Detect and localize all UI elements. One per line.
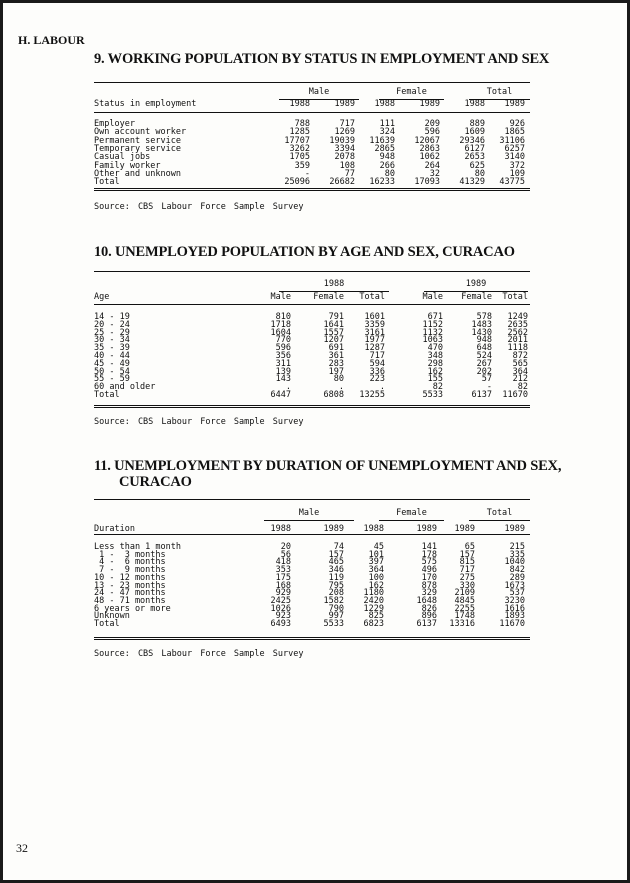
table-cell: 43775 [499, 177, 525, 188]
row-label: 1 - 3 months [94, 549, 166, 560]
header-rule [94, 534, 530, 535]
table-cell: 346 [328, 565, 344, 576]
table-cell: 1718 [270, 319, 291, 330]
table-cell: 266 [379, 160, 395, 171]
table-cell: 11670 [502, 390, 528, 400]
table-cell: 31106 [499, 135, 525, 146]
table-cell: 80 [474, 168, 485, 179]
table-cell: . [379, 382, 385, 393]
table-cell: 2863 [419, 143, 440, 154]
column-header: 1989 [334, 99, 355, 109]
table-cell: 80 [333, 374, 344, 385]
table-9-source: Source: CBS Labour Force Sample Survey [94, 202, 304, 212]
row-label: 55 - 59 [94, 374, 130, 385]
table-cell: 790 [328, 603, 344, 614]
table-cell: 267 [476, 358, 492, 369]
column-group-header: Total [469, 87, 530, 100]
table-cell: 2425 [270, 595, 291, 606]
table-cell: 1557 [323, 327, 344, 338]
table-cell: 143 [275, 374, 291, 385]
table-cell: 41329 [459, 177, 485, 188]
table-cell: 16233 [369, 177, 395, 188]
table-cell: 825 [368, 611, 384, 622]
table-cell: 648 [476, 343, 492, 354]
table-cell: 162 [368, 580, 384, 591]
row-label: 10 - 12 months [94, 572, 166, 583]
table-cell: 2420 [363, 595, 384, 606]
table-cell: 298 [427, 358, 443, 369]
table-cell: 223 [369, 374, 385, 385]
table-cell: 948 [379, 152, 395, 163]
table-cell: 842 [509, 565, 525, 576]
table-cell: 948 [476, 335, 492, 346]
table-cell: 348 [427, 351, 443, 361]
table-cell: 596 [424, 127, 440, 138]
row-label: Unknown [94, 611, 130, 622]
table-cell: 6137 [471, 390, 492, 400]
table-cell: 82 [517, 382, 528, 393]
table-cell: 997 [328, 611, 344, 622]
table-cell: 788 [294, 119, 310, 129]
table-cell: 101 [368, 549, 384, 560]
column-group-header: 1988 [279, 279, 389, 292]
table-cell: 6823 [363, 619, 384, 629]
table-cell: 625 [469, 160, 485, 171]
row-label: Family worker [94, 160, 161, 171]
row-label: 45 - 49 [94, 358, 130, 369]
row-label: Casual jobs [94, 152, 151, 163]
table-cell: 524 [476, 351, 492, 361]
table-top-rule [94, 499, 530, 500]
table-cell: 329 [421, 588, 437, 599]
table-cell: 19039 [329, 135, 355, 146]
table-cell: 3359 [364, 319, 385, 330]
row-label: Total [94, 177, 120, 188]
table-cell: 671 [427, 312, 443, 322]
table-cell: 139 [275, 366, 291, 377]
row-label: Total [94, 390, 120, 400]
row-label: 6 years or more [94, 603, 171, 614]
table-cell: 6808 [323, 390, 344, 400]
row-label: Employer [94, 119, 135, 129]
table-cell: 2562 [507, 327, 528, 338]
page-number: 32 [16, 841, 28, 855]
column-header: 1989 [323, 524, 344, 534]
table-cell: . [285, 382, 291, 393]
table-cell: 1604 [270, 327, 291, 338]
column-group-header: Total [469, 508, 530, 521]
table-cell: 537 [509, 588, 525, 599]
table-cell: 565 [512, 358, 528, 369]
table-cell: 926 [509, 119, 525, 129]
row-label: 35 - 39 [94, 343, 130, 354]
table-cell: 80 [384, 168, 395, 179]
table-cell: 353 [275, 565, 291, 576]
table-cell: 1040 [504, 557, 525, 568]
row-label: 40 - 44 [94, 351, 130, 361]
table-cell: 29346 [459, 135, 485, 146]
table-cell: 157 [328, 549, 344, 560]
table-10-title: 10. UNEMPLOYED POPULATION BY AGE AND SEX, CURACAO [94, 244, 515, 260]
row-header: Status in employment [94, 99, 197, 109]
table-11-title: 11. UNEMPLOYMENT BY DURATION OF UNEMPLOYMENT AND SEX, [94, 458, 562, 474]
table-cell: 1648 [416, 595, 437, 606]
table-cell: 155 [427, 374, 443, 385]
column-header: Total [502, 292, 528, 302]
table-cell: 496 [421, 565, 437, 576]
table-cell: 1285 [289, 127, 310, 138]
table-cell: 56 [280, 549, 291, 560]
table-cell: 397 [368, 557, 384, 568]
table-cell: 578 [476, 312, 492, 322]
table-cell: 3394 [334, 143, 355, 154]
row-label: Total [94, 619, 120, 629]
column-header: 1989 [419, 99, 440, 109]
table-cell: 82 [432, 382, 443, 393]
table-cell: 119 [328, 572, 344, 583]
table-bottom-rule [94, 188, 530, 191]
table-cell: 1616 [504, 603, 525, 614]
table-cell: 336 [369, 366, 385, 377]
header-rule [94, 304, 530, 305]
table-cell: 1865 [504, 127, 525, 138]
column-header: 1988 [374, 99, 395, 109]
table-11-title-line2: CURACAO [119, 474, 192, 490]
column-header: 1988 [270, 524, 291, 534]
table-10-source: Source: CBS Labour Force Sample Survey [94, 417, 304, 427]
table-cell: 878 [421, 580, 437, 591]
table-cell: 1582 [323, 595, 344, 606]
table-cell: 6493 [270, 619, 291, 629]
table-cell: 1705 [289, 152, 310, 163]
table-cell: 330 [459, 580, 475, 591]
table-cell: - [304, 168, 310, 179]
table-cell: 32 [429, 168, 440, 179]
table-cell: 57 [481, 374, 492, 385]
table-cell: 6447 [270, 390, 291, 400]
table-cell: 20 [280, 542, 291, 552]
table-cell: 465 [328, 557, 344, 568]
table-cell: 170 [421, 572, 437, 583]
table-cell: 1673 [504, 580, 525, 591]
table-cell: 1229 [363, 603, 384, 614]
table-top-rule [94, 82, 530, 83]
table-cell: 815 [459, 557, 475, 568]
table-cell: 45 [373, 542, 384, 552]
table-cell: 109 [509, 168, 525, 179]
row-header: Duration [94, 524, 135, 534]
table-cell: 1893 [504, 611, 525, 622]
table-cell: 1026 [270, 603, 291, 614]
table-cell: 324 [379, 127, 395, 138]
row-header: Age [94, 292, 110, 302]
table-cell: 1601 [364, 312, 385, 322]
table-cell: 4845 [454, 595, 475, 606]
table-cell: 3262 [289, 143, 310, 154]
table-cell: 12067 [414, 135, 440, 146]
table-cell: 929 [275, 588, 291, 599]
table-cell: 335 [509, 549, 525, 560]
table-cell: 364 [368, 565, 384, 576]
table-cell: 1748 [454, 611, 475, 622]
table-cell: 2865 [374, 143, 395, 154]
table-9-title: 9. WORKING POPULATION BY STATUS IN EMPLOYMENT AND SEX [94, 51, 550, 67]
table-cell: 361 [328, 351, 344, 361]
row-label: Other and unknown [94, 168, 181, 179]
column-group-header: Female [379, 87, 444, 100]
column-header: 1989 [504, 524, 525, 534]
row-label: 7 - 9 months [94, 565, 166, 576]
column-header: Female [461, 292, 492, 302]
column-group-header: 1989 [424, 279, 528, 292]
table-cell: 6257 [504, 143, 525, 154]
table-cell: 1430 [471, 327, 492, 338]
table-cell: 168 [275, 580, 291, 591]
table-cell: 2011 [507, 335, 528, 346]
table-bottom-rule [94, 637, 530, 640]
table-cell: 6127 [464, 143, 485, 154]
column-header: Male [270, 292, 291, 302]
table-cell: 25096 [284, 177, 310, 188]
table-cell: 356 [275, 351, 291, 361]
column-header: 1988 [464, 99, 485, 109]
table-cell: 111 [379, 119, 395, 129]
table-cell: 1977 [364, 335, 385, 346]
column-group-header: Female [379, 508, 444, 521]
table-cell: 1207 [323, 335, 344, 346]
table-cell: 795 [328, 580, 344, 591]
table-cell: 1287 [364, 343, 385, 354]
table-cell: 289 [509, 572, 525, 583]
table-top-rule [94, 271, 530, 272]
table-cell: 26682 [329, 177, 355, 188]
table-cell: 202 [476, 366, 492, 377]
table-cell: 11670 [499, 619, 525, 629]
table-cell: 13255 [359, 390, 385, 400]
table-cell: 1118 [507, 343, 528, 354]
table-cell: 3161 [364, 327, 385, 338]
table-cell: 1249 [507, 312, 528, 322]
column-header: 1988 [289, 99, 310, 109]
table-cell: 575 [421, 557, 437, 568]
table-cell: 359 [294, 160, 310, 171]
table-cell: 594 [369, 358, 385, 369]
table-cell: 5533 [422, 390, 443, 400]
row-label: 48 - 71 months [94, 595, 166, 606]
table-cell: 5533 [323, 619, 344, 629]
table-cell: 215 [509, 542, 525, 552]
table-cell: 283 [328, 358, 344, 369]
column-group-header: Male [264, 508, 354, 521]
column-header: 1989 [504, 99, 525, 109]
table-cell: 209 [424, 119, 440, 129]
table-cell: 157 [459, 549, 475, 560]
header-rule [94, 112, 530, 113]
table-cell: 1132 [422, 327, 443, 338]
table-cell: 2109 [454, 588, 475, 599]
table-cell: 13316 [449, 619, 475, 629]
table-cell: 100 [368, 572, 384, 583]
table-cell: 77 [344, 168, 355, 179]
table-cell: 470 [427, 343, 443, 354]
table-cell: 11639 [369, 135, 395, 146]
table-cell: 175 [275, 572, 291, 583]
table-cell: 810 [275, 312, 291, 322]
row-label: 13 - 23 months [94, 580, 166, 591]
column-group-header: Male [279, 87, 359, 100]
table-cell: 212 [512, 374, 528, 385]
table-cell: 108 [339, 160, 355, 171]
table-cell: 717 [339, 119, 355, 129]
table-cell: 1062 [419, 152, 440, 163]
table-bottom-rule [94, 405, 530, 408]
column-header: Total [359, 292, 385, 302]
table-cell: 208 [328, 588, 344, 599]
column-header: 1989 [416, 524, 437, 534]
table-cell: 418 [275, 557, 291, 568]
row-label: Permanent service [94, 135, 181, 146]
row-label: 60 and older [94, 382, 156, 393]
row-label: 25 - 29 [94, 327, 130, 338]
row-label: 20 - 24 [94, 319, 130, 330]
table-cell: 311 [275, 358, 291, 369]
table-cell: 1180 [363, 588, 384, 599]
table-cell: 264 [424, 160, 440, 171]
table-cell: 197 [328, 366, 344, 377]
column-header: 1989 [454, 524, 475, 534]
table-cell: 872 [512, 351, 528, 361]
table-cell: 2255 [454, 603, 475, 614]
table-cell: 1269 [334, 127, 355, 138]
table-cell: - [486, 382, 492, 393]
row-label: 4 - 6 months [94, 557, 166, 568]
table-cell: 6137 [416, 619, 437, 629]
table-cell: 691 [328, 343, 344, 354]
table-cell: 596 [275, 343, 291, 354]
table-cell: 17707 [284, 135, 310, 146]
table-cell: 178 [421, 549, 437, 560]
column-header: 1988 [363, 524, 384, 534]
table-cell: 717 [459, 565, 475, 576]
table-cell: 141 [421, 542, 437, 552]
table-cell: 826 [421, 603, 437, 614]
table-cell: 1609 [464, 127, 485, 138]
row-label: 30 - 34 [94, 335, 130, 346]
row-label: 24 - 47 months [94, 588, 166, 599]
row-label: Temporary service [94, 143, 181, 154]
table-cell: 74 [333, 542, 344, 552]
column-header: Male [422, 292, 443, 302]
row-label: Own account worker [94, 127, 187, 138]
table-cell: 2078 [334, 152, 355, 163]
table-cell: 17093 [414, 177, 440, 188]
table-cell: 923 [275, 611, 291, 622]
table-cell: 2635 [507, 319, 528, 330]
table-cell: 770 [275, 335, 291, 346]
table-cell: 372 [509, 160, 525, 171]
row-label: 14 - 19 [94, 312, 130, 322]
table-11-source: Source: CBS Labour Force Sample Survey [94, 649, 304, 659]
table-cell: 1483 [471, 319, 492, 330]
table-cell: 3230 [504, 595, 525, 606]
table-cell: . [338, 382, 344, 393]
table-cell: 162 [427, 366, 443, 377]
table-cell: 364 [512, 366, 528, 377]
table-cell: 717 [369, 351, 385, 361]
table-cell: 896 [421, 611, 437, 622]
table-cell: 1152 [422, 319, 443, 330]
section-heading: H. LABOUR [18, 33, 85, 47]
table-cell: 3140 [504, 152, 525, 163]
table-cell: 1641 [323, 319, 344, 330]
table-cell: 65 [464, 542, 475, 552]
column-header: Female [313, 292, 344, 302]
table-cell: 1063 [422, 335, 443, 346]
row-label: 50 - 54 [94, 366, 130, 377]
row-label: Less than 1 month [94, 542, 181, 552]
table-cell: 275 [459, 572, 475, 583]
table-cell: 2653 [464, 152, 485, 163]
table-cell: 889 [469, 119, 485, 129]
table-cell: 791 [328, 312, 344, 322]
